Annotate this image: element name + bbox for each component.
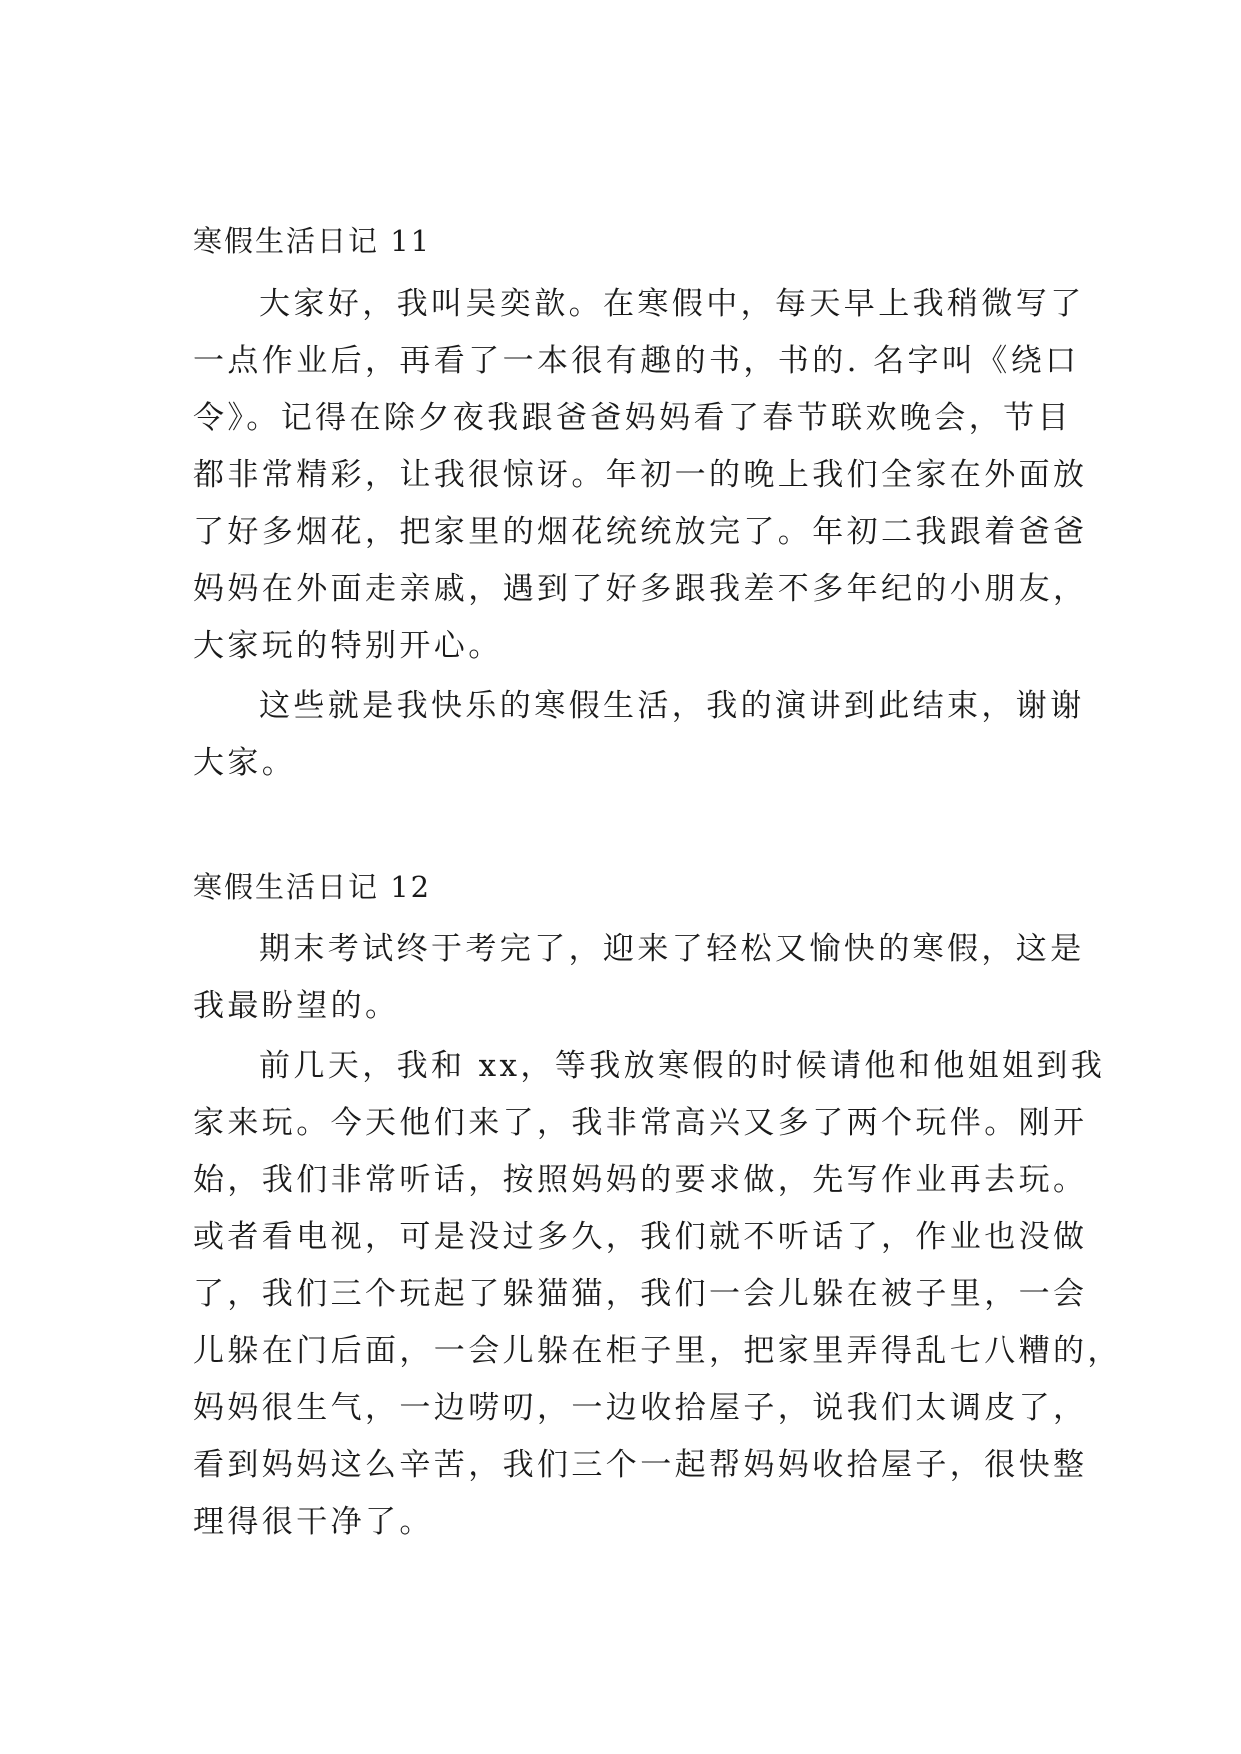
paragraph-line: 大家。 — [193, 745, 297, 781]
paragraph-line: 妈妈在外面走亲戚，遇到了好多跟我差不多年纪的小朋友， — [193, 571, 1088, 607]
paragraph-line: 妈妈很生气，一边唠叨，一边收拾屋子，说我们太调皮了， — [193, 1390, 1088, 1426]
paragraph-line: 了好多烟花，把家里的烟花统统放完了。年初二我跟着爸爸 — [193, 514, 1088, 550]
paragraph-line: 一点作业后，再看了一本很有趣的书，书的. 名字叫《绕口 — [193, 343, 1080, 379]
paragraph-line: 大家好，我叫吴奕歆。在寒假中，每天早上我稍微写了 — [259, 286, 1085, 322]
paragraph-line: 理得很干净了。 — [193, 1504, 434, 1540]
paragraph-line: 始，我们非常听话，按照妈妈的要求做，先写作业再去玩。 — [193, 1162, 1088, 1198]
paragraph-line: 大家玩的特别开心。 — [193, 628, 503, 664]
paragraph-line: 看到妈妈这么辛苦，我们三个一起帮妈妈收拾屋子，很快整 — [193, 1447, 1088, 1483]
paragraph-line: 或者看电视，可是没过多久，我们就不听话了，作业也没做 — [193, 1219, 1088, 1255]
paragraph-line: 家来玩。今天他们来了，我非常高兴又多了两个玩伴。刚开 — [193, 1105, 1088, 1141]
entry-title: 寒假生活日记 12 — [193, 870, 432, 904]
paragraph-line: 了，我们三个玩起了躲猫猫，我们一会儿躲在被子里，一会 — [193, 1276, 1088, 1312]
paragraph-line: 都非常精彩，让我很惊讶。年初一的晚上我们全家在外面放 — [193, 457, 1088, 493]
paragraph-line: 这些就是我快乐的寒假生活，我的演讲到此结束，谢谢 — [259, 688, 1085, 724]
paragraph-line: 儿躲在门后面，一会儿躲在柜子里，把家里弄得乱七八糟的， — [193, 1333, 1122, 1369]
paragraph-line: 我最盼望的。 — [193, 988, 400, 1024]
paragraph-line: 前几天，我和 xx，等我放寒假的时候请他和他姐姐到我 — [259, 1048, 1106, 1084]
entry-title: 寒假生活日记 11 — [193, 224, 432, 258]
paragraph-line: 令》。记得在除夕夜我跟爸爸妈妈看了春节联欢晚会，节目 — [193, 400, 1072, 436]
paragraph-line: 期末考试终于考完了，迎来了轻松又愉快的寒假，这是 — [259, 931, 1085, 967]
